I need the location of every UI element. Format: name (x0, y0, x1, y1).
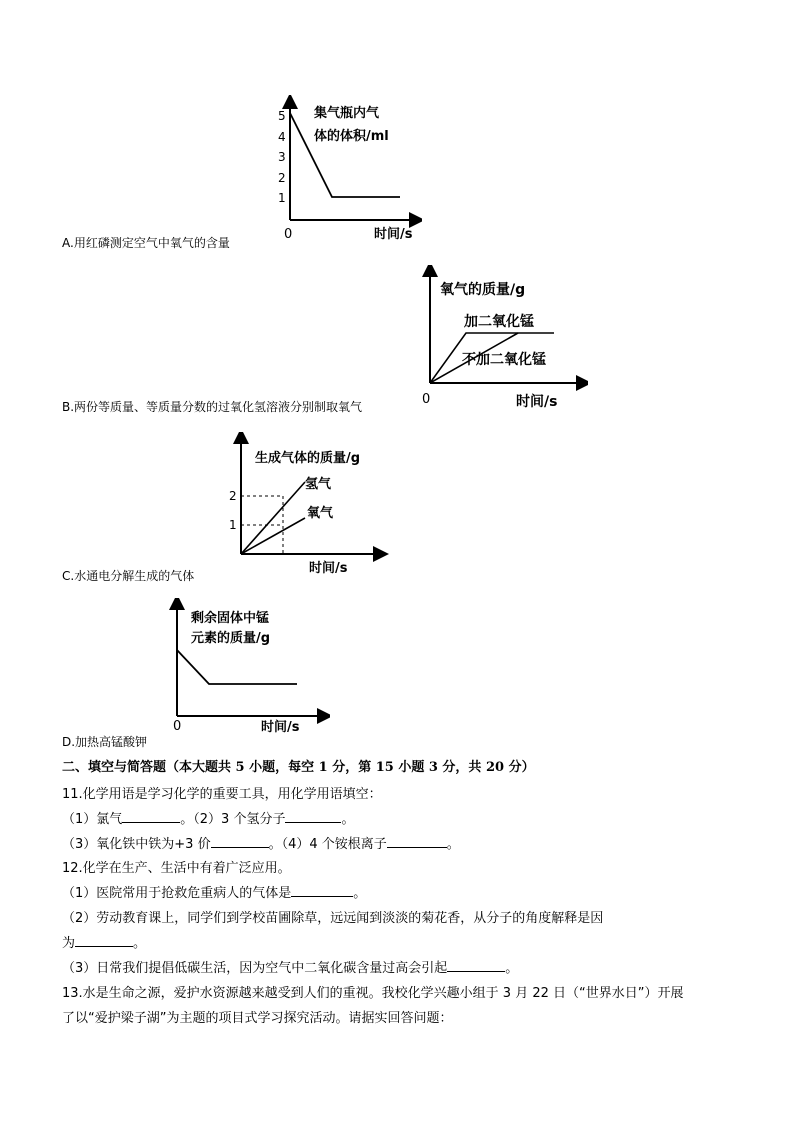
graph-a-tick-1: 1 (278, 191, 286, 205)
q12-line1 (62, 882, 366, 901)
graph-a-origin: 0 (284, 227, 293, 242)
q12-stem: 12.化学在生产、生活中有着广泛应用。 (62, 861, 291, 876)
graph-d-ylabel-2: 元素的质量/g (191, 631, 271, 646)
graph-a-tick-2: 2 (278, 171, 286, 185)
option-c: C.水通电分解生成的气体 (62, 569, 195, 583)
q12-part3: （3）日常我们提倡低碳生活，因为空气中二氧化碳含量过高会引起 (62, 961, 448, 976)
graph-c (225, 432, 390, 578)
graph-a-ylabel-2: 体的体积/ml (314, 129, 389, 144)
option-a: A.用红磷测定空气中氧气的含量 (62, 236, 230, 250)
graph-b (418, 265, 588, 413)
graph-c-tick-1: 1 (229, 518, 237, 532)
graph-d-xlabel: 时间/s (261, 720, 300, 735)
q11-part1: （1）氯气 (62, 812, 123, 827)
option-d: D.加热高锰酸钾 (62, 735, 148, 749)
graph-d (165, 598, 330, 738)
q12-blank-1[interactable] (291, 884, 353, 897)
graph-c-label-hydrogen: 氢气 (305, 477, 332, 492)
q12-line3-end: 。 (133, 936, 147, 951)
option-b: B.两份等质量、等质量分数的过氧化氢溶液分别制取氧气 (62, 400, 363, 414)
graph-c-ylabel: 生成气体的质量/g (255, 451, 361, 466)
q11-line1-end: 。 (341, 812, 355, 827)
graph-d-ylabel-1: 剩余固体中锰 (191, 611, 270, 626)
graph-d-svg (165, 598, 330, 738)
q12-part1: （1）医院常用于抢救危重病人的气体是 (62, 886, 292, 901)
q11-stem: 11.化学用语是学习化学的重要工具，用化学用语填空： (62, 787, 382, 802)
graph-a-tick-5: 5 (278, 109, 286, 123)
graph-b-label-nocatalyst: 不加二氧化锰 (462, 352, 546, 368)
graph-c-tick-2: 2 (229, 489, 237, 503)
q13-line1: 13.水是生命之源，爱护水资源越来越受到人们的重视。我校化学兴趣小组于 3 月 22 日（“世界水日”）开展 (62, 986, 684, 1001)
q11-part3: （3）氧化铁中铁为+3 价 (62, 837, 211, 852)
q11-part4: 。（4）4 个铵根离子 (268, 837, 387, 852)
graph-d-origin: 0 (173, 719, 182, 734)
q12-line4 (62, 957, 518, 976)
q13-line2: 了以“爱护梁子湖”为主题的项目式学习探究活动。请据实回答问题： (62, 1011, 453, 1026)
graph-b-xlabel: 时间/s (516, 394, 558, 410)
q11-blank-4[interactable] (387, 835, 447, 848)
graph-b-origin: 0 (422, 392, 431, 407)
q11-line2 (62, 833, 460, 852)
q12-part2b: 为 (62, 936, 76, 951)
graph-b-svg (418, 265, 588, 413)
q11-line1 (62, 808, 354, 827)
q11-blank-3[interactable] (211, 835, 269, 848)
graph-c-xlabel: 时间/s (309, 561, 348, 576)
graph-a-tick-4: 4 (278, 130, 286, 144)
q11-blank-2[interactable] (285, 810, 341, 823)
q11-line2-end: 。 (446, 837, 460, 852)
q12-line1-end: 。 (353, 886, 367, 901)
q11-blank-1[interactable] (122, 810, 180, 823)
q12-line4-end: 。 (505, 961, 519, 976)
q12-blank-3[interactable] (447, 959, 505, 972)
section-heading: 二、填空与简答题（本大题共 5 小题，每空 1 分，第 15 小题 3 分，共 20 分） (62, 760, 535, 775)
graph-b-ylabel: 氧气的质量/g (440, 282, 526, 298)
graph-a-tick-3: 3 (278, 150, 286, 164)
graph-c-line-oxygen (241, 518, 305, 554)
graph-d-curve (177, 650, 297, 684)
q12-blank-2[interactable] (75, 934, 133, 947)
graph-a (262, 95, 422, 245)
graph-a-curve (290, 113, 400, 197)
q11-part2: 。（2）3 个氢分子 (180, 812, 286, 827)
graph-a-svg (262, 95, 422, 245)
graph-a-xlabel: 时间/s (374, 227, 413, 242)
graph-c-line-hydrogen (241, 482, 305, 554)
graph-c-svg (225, 432, 390, 578)
graph-a-ylabel-1: 集气瓶内气 (314, 106, 380, 121)
q12-line3 (62, 932, 146, 951)
q12-line2: （2）劳动教育课上，同学们到学校苗圃除草，远远闻到淡淡的菊花香，从分子的角度解释是因 (62, 911, 604, 926)
graph-b-label-catalyst: 加二氧化锰 (464, 314, 534, 330)
graph-c-label-oxygen: 氧气 (307, 506, 334, 521)
